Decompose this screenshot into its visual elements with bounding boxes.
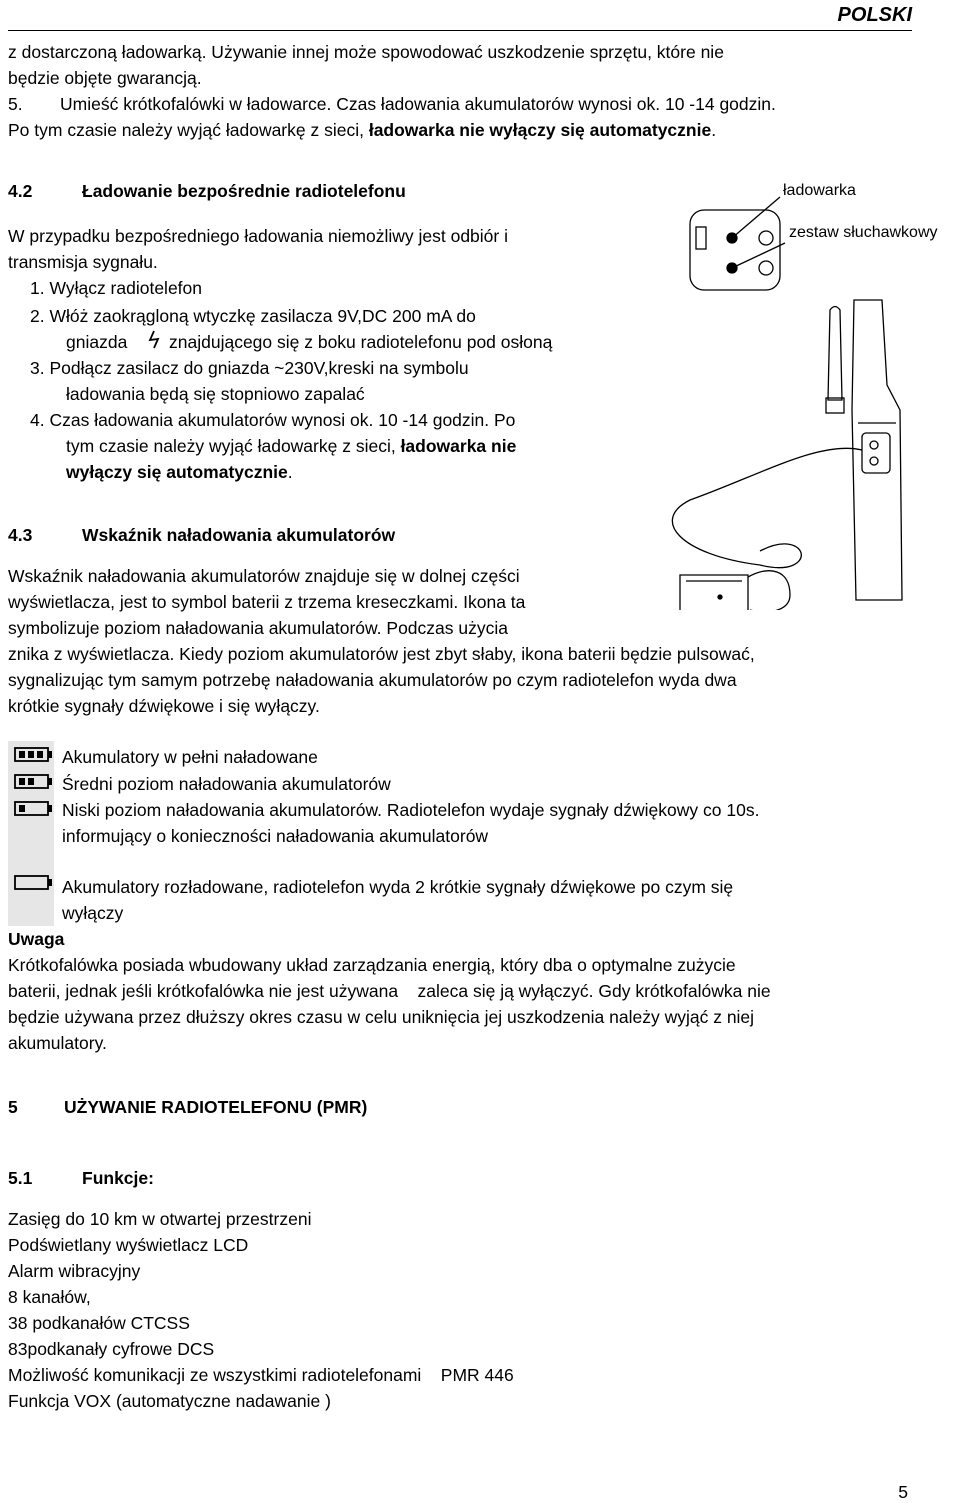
s42-para-2: transmisja sygnału. xyxy=(8,252,158,272)
charging-socket-icon xyxy=(146,329,162,351)
section-5-1-title: Funkcje: xyxy=(82,1168,154,1188)
battery-low-text-1: Niski poziom naładowania akumulatorów. Radiotelefon wydaje sygnały dźwiękowy co 10s. xyxy=(62,800,760,820)
section-5-1-number: 5.1 xyxy=(8,1168,33,1188)
intro-line-3: Umieść krótkofalówki w ładowarce. Czas ładowania akumulatorów wynosi ok. 10 -14 godzin. xyxy=(60,94,776,114)
s42-item-4b: tym czasie należy wyjąć ładowarkę z sieci, ładowarka nie xyxy=(66,436,517,456)
feature-item: 38 podkanałów CTCSS xyxy=(8,1313,190,1333)
feature-item: Zasięg do 10 km w otwartej przestrzeni xyxy=(8,1209,312,1229)
section-4-2-number: 4.2 xyxy=(8,181,33,201)
intro-line-1: z dostarczoną ładowarką. Używanie innej może spowodować uszkodzenie sprzętu, które nie xyxy=(8,42,724,62)
battery-empty-text-2: wyłączy xyxy=(62,903,124,923)
page-number: 5 xyxy=(898,1482,908,1502)
intro-line-3-num: 5. xyxy=(8,94,23,114)
note-line-2: baterii, jednak jeśli krótkofalówka nie jest używana zaleca się ją wyłączyć. Gdy krótkofalówka nie xyxy=(8,981,771,1001)
battery-low-text-2: informujący o konieczności naładowania akumulatorów xyxy=(62,826,489,846)
s43-para-5: sygnalizując tym samym potrzebę naładowania akumulatorów po czym radiotelefon wyda dwa xyxy=(8,670,737,690)
battery-mid-text: Średni poziom naładowania akumulatorów xyxy=(62,774,391,794)
s43-para-6: krótkie sygnały dźwiękowe i się wyłączy. xyxy=(8,696,320,716)
language-label: POLSKI xyxy=(837,4,912,26)
feature-item: 8 kanałów, xyxy=(8,1287,91,1307)
note-line-1: Krótkofalówka posiada wbudowany układ zarządzania energią, który dba o optymalne zużycie xyxy=(8,955,736,975)
battery-full-icon xyxy=(14,746,54,764)
battery-empty-text-1: Akumulatory rozładowane, radiotelefon wyda 2 krótkie sygnały dźwiękowe po czym się xyxy=(62,877,734,897)
s43-para-3: symbolizuje poziom naładowania akumulatorów. Podczas użycia xyxy=(8,618,508,638)
section-4-2-title: Ładowanie bezpośrednie radiotelefonu xyxy=(82,181,406,201)
feature-item: Możliwość komunikacji ze wszystkimi radiotelefonami PMR 446 xyxy=(8,1365,514,1385)
s42-item-3b: ładowania będą się stopniowo zapalać xyxy=(66,384,365,404)
s42-item-1: 1. Wyłącz radiotelefon xyxy=(30,278,203,298)
s43-para-1: Wskaźnik naładowania akumulatorów znajduje się w dolnej części xyxy=(8,566,520,586)
s42-item-2a: 2. Włóż zaokrągloną wtyczkę zasilacza 9V,DC 200 mA do xyxy=(30,306,476,326)
note-title: Uwaga xyxy=(8,929,65,949)
intro-line-4: Po tym czasie należy wyjąć ładowarkę z sieci, ładowarka nie wyłączy się automatycznie. xyxy=(8,120,717,140)
feature-item: 83podkanały cyfrowe DCS xyxy=(8,1339,215,1359)
s42-item-2b-pre: gniazda xyxy=(66,332,128,352)
s42-item-4a: 4. Czas ładowania akumulatorów wynosi ok. 10 -14 godzin. Po xyxy=(30,410,516,430)
header-rule xyxy=(8,30,912,31)
s42-item-3a: 3. Podłącz zasilacz do gniazda ~230V,kreski na symbolu xyxy=(30,358,469,378)
feature-item: Alarm wibracyjny xyxy=(8,1261,141,1281)
s43-para-4: znika z wyświetlacza. Kiedy poziom akumulatorów jest zbyt słaby, ikona baterii będzie pulsować, xyxy=(8,644,755,664)
s42-para-1: W przypadku bezpośredniego ładowania niemożliwy jest odbiór i xyxy=(8,226,508,246)
section-4-3-number: 4.3 xyxy=(8,525,33,545)
section-5-title: UŻYWANIE RADIOTELEFONU (PMR) xyxy=(64,1097,368,1117)
battery-full-text: Akumulatory w pełni naładowane xyxy=(62,747,318,767)
s42-item-4c: wyłączy się automatycznie. xyxy=(66,462,293,482)
battery-icon-column xyxy=(8,741,54,926)
s42-item-2b-post: znajdującego się z boku radiotelefonu pod osłoną xyxy=(169,332,553,352)
section-5-number: 5 xyxy=(8,1097,18,1117)
feature-item: Funkcja VOX (automatyczne nadawanie ) xyxy=(8,1391,331,1411)
battery-low-icon xyxy=(14,800,54,818)
battery-empty-icon xyxy=(14,874,54,892)
note-line-3: będzie używana przez dłuższy okres czasu w celu uniknięcia jej uszkodzenia należy wyjąć z niej xyxy=(8,1007,755,1027)
radio-illustration xyxy=(640,195,960,610)
label-headset: zestaw słuchawkowy xyxy=(789,224,938,241)
note-line-4: akumulatory. xyxy=(8,1033,107,1053)
battery-mid-icon xyxy=(14,773,54,791)
section-4-3-title: Wskaźnik naładowania akumulatorów xyxy=(82,525,396,545)
s43-para-2: wyświetlacza, jest to symbol baterii z trzema kreseczkami. Ikona ta xyxy=(8,592,526,612)
feature-item: Podświetlany wyświetlacz LCD xyxy=(8,1235,249,1255)
intro-line-2: będzie objęte gwarancją. xyxy=(8,68,202,88)
label-charger: ładowarka xyxy=(783,182,856,199)
